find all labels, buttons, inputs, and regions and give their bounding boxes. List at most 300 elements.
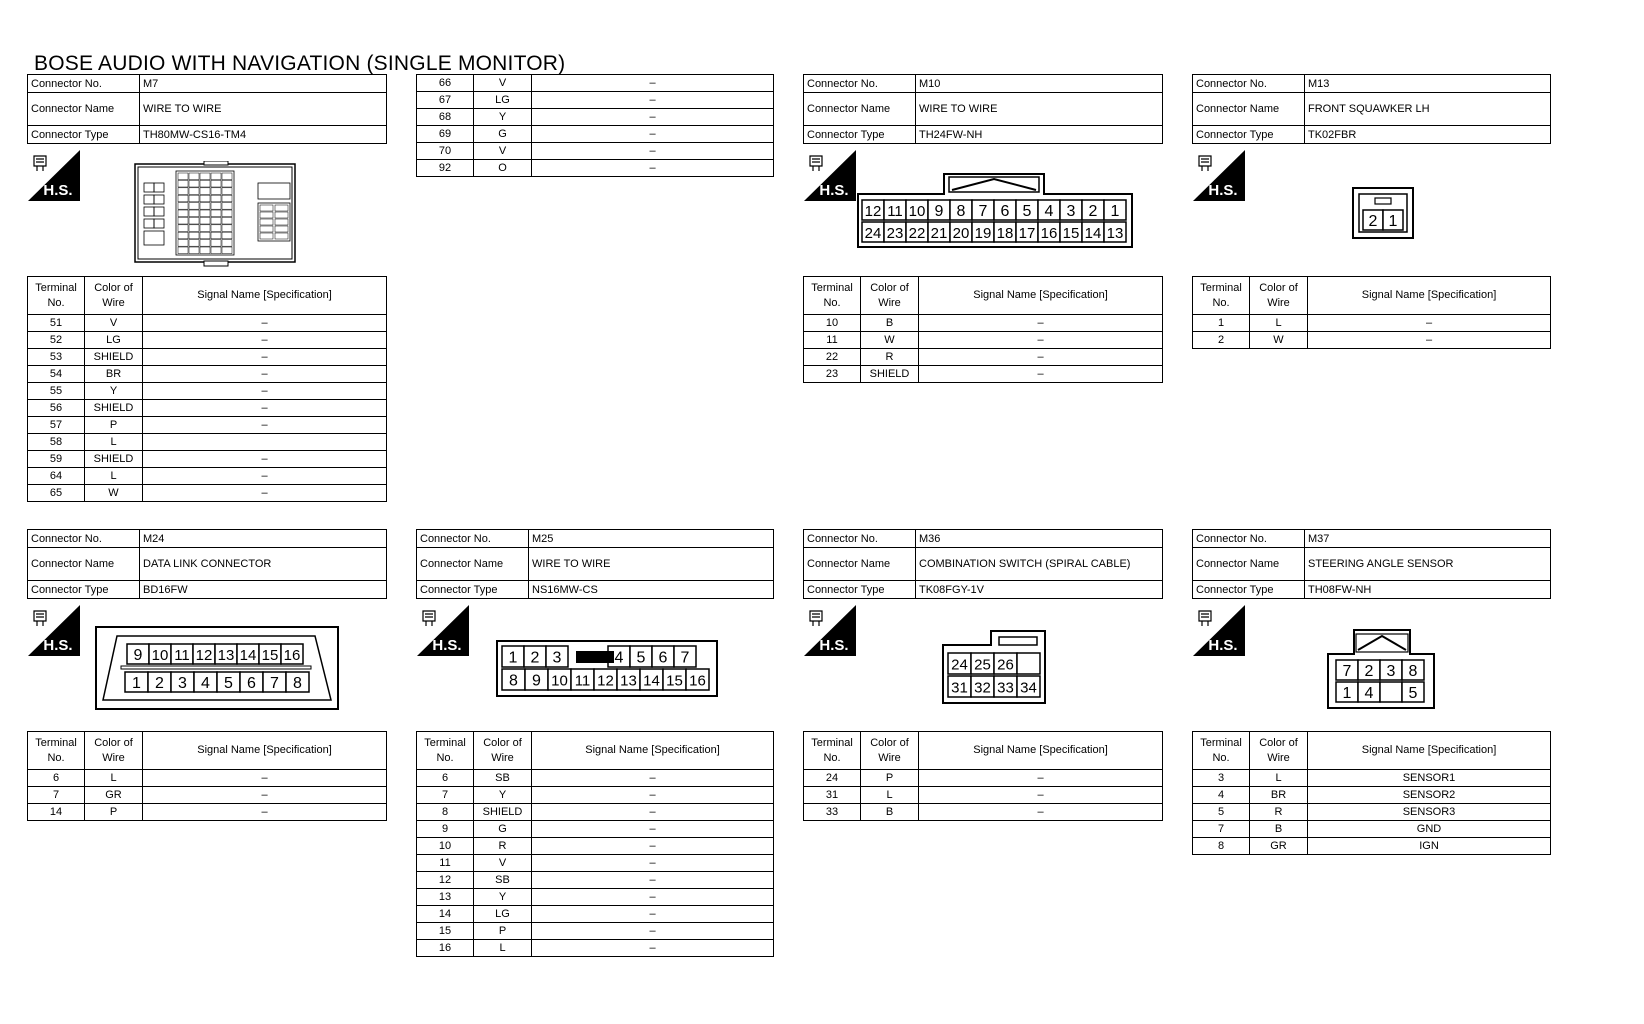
- table-row: [1193, 770, 1551, 787]
- harness-side-icon: [28, 605, 82, 662]
- pin-number: 1: [1342, 685, 1352, 702]
- connector-m10-pin-table: [803, 276, 1163, 383]
- pin-number: 2: [530, 649, 540, 667]
- signal-name-cell: –: [919, 315, 1163, 332]
- pin-cell: [1082, 222, 1104, 242]
- connector-type-value: TH08FW-NH: [1305, 581, 1551, 599]
- connector-m37-info: [1192, 529, 1551, 599]
- signal-name-header: Signal Name [Specification]: [143, 732, 387, 770]
- hs-label: H.S.: [1208, 637, 1238, 654]
- connector-type-label: Connector Type: [28, 126, 140, 144]
- pin-number: 24: [864, 225, 882, 242]
- table-row: [804, 804, 1163, 821]
- wire-color-cell: P: [85, 417, 143, 434]
- pin-cell: [994, 653, 1017, 674]
- table-row: [1193, 315, 1551, 332]
- table-row: [804, 366, 1163, 383]
- terminal-no-cell: 69: [417, 126, 474, 143]
- pin-number: 10: [551, 672, 568, 690]
- table-row: [28, 804, 387, 821]
- connector-no-label: Connector No.: [417, 530, 529, 548]
- signal-name-cell: SENSOR1: [1308, 770, 1551, 787]
- wire-color-cell: L: [861, 787, 919, 804]
- signal-name-cell: –: [532, 143, 774, 160]
- harness-side-icon: [417, 605, 471, 662]
- terminal-no-cell: 67: [417, 92, 474, 109]
- wire-color-cell: R: [861, 349, 919, 366]
- pin-number: 9: [934, 203, 944, 220]
- table-row: [28, 468, 387, 485]
- wire-color-cell: W: [1250, 332, 1308, 349]
- pin-cell: [630, 646, 652, 667]
- pin-cell: [1402, 660, 1424, 680]
- pin-cell: [263, 672, 286, 692]
- table-row: [28, 315, 387, 332]
- pin-number: 10: [151, 647, 169, 664]
- pin-cell: [1104, 222, 1126, 242]
- signal-name-cell: –: [143, 451, 387, 468]
- connector-m13-pin-table: [1192, 276, 1551, 349]
- table-row: [804, 332, 1163, 349]
- wire-color-cell: SHIELD: [85, 349, 143, 366]
- pin-number: 17: [1018, 225, 1036, 242]
- signal-name-cell: –: [532, 92, 774, 109]
- wire-color-cell: V: [474, 75, 532, 92]
- wire-color-cell: G: [474, 821, 532, 838]
- harness-side-icon: [804, 150, 858, 207]
- pin-cell: [286, 672, 309, 692]
- connector-no-value: M36: [916, 530, 1163, 548]
- terminal-no-cell: 22: [804, 349, 861, 366]
- connector-no-value: M10: [916, 75, 1163, 93]
- wire-color-cell: Y: [474, 787, 532, 804]
- pin-cell: [1358, 660, 1380, 680]
- color-of-wire-header: Color of Wire: [861, 732, 919, 770]
- table-row: [28, 400, 387, 417]
- pin-cell: [149, 644, 171, 664]
- wire-color-cell: P: [474, 923, 532, 940]
- pin-number: 16: [283, 647, 301, 664]
- pin-number: 3: [1386, 663, 1396, 680]
- wire-color-cell: GR: [1250, 838, 1308, 855]
- connector-m36-pin-table: [803, 731, 1163, 821]
- pin-cell: [524, 646, 546, 667]
- terminal-no-cell: 53: [28, 349, 85, 366]
- signal-name-cell: –: [532, 821, 774, 838]
- wire-color-cell: B: [861, 315, 919, 332]
- wire-color-cell: L: [85, 468, 143, 485]
- pin-cell: [171, 672, 194, 692]
- signal-name-cell: –: [919, 366, 1163, 383]
- terminal-no-cell: 92: [417, 160, 474, 177]
- connector-type-label: Connector Type: [804, 581, 916, 599]
- signal-name-cell: SENSOR2: [1308, 787, 1551, 804]
- pin-number: 12: [597, 672, 614, 690]
- pin-number: 18: [996, 225, 1014, 242]
- pin-cell: [994, 200, 1016, 220]
- terminal-no-cell: 7: [1193, 821, 1250, 838]
- pin-cell: [281, 644, 303, 664]
- signal-name-cell: –: [532, 855, 774, 872]
- hs-label: H.S.: [819, 637, 849, 654]
- table-row: [417, 143, 774, 160]
- color-of-wire-header: Color of Wire: [85, 732, 143, 770]
- pin-cell: [1336, 682, 1358, 702]
- terminal-no-cell: 13: [417, 889, 474, 906]
- pin-number: 1: [508, 649, 518, 667]
- pin-cell: [640, 669, 663, 690]
- signal-name-cell: –: [532, 770, 774, 787]
- terminal-no-header: Terminal No.: [1193, 277, 1250, 315]
- terminal-no-cell: 70: [417, 143, 474, 160]
- wire-color-cell: L: [1250, 770, 1308, 787]
- table-row: [28, 366, 387, 383]
- harness-side-icon: [1193, 605, 1247, 662]
- pin-number: 2: [1364, 663, 1374, 680]
- signal-name-cell: –: [919, 332, 1163, 349]
- wire-color-cell: V: [474, 855, 532, 872]
- pin-cell: [502, 646, 524, 667]
- pin-number: 6: [658, 649, 668, 667]
- pin-number: 13: [620, 672, 637, 690]
- signal-name-cell: –: [919, 770, 1163, 787]
- pin-cell: [1038, 222, 1060, 242]
- connector-name-value: WIRE TO WIRE: [916, 93, 1163, 126]
- harness-side-icon: [804, 605, 858, 662]
- pin-number: 2: [155, 675, 164, 692]
- pin-cell: [1380, 682, 1402, 702]
- connector-name-value: STEERING ANGLE SENSOR: [1305, 548, 1551, 581]
- table-row: [417, 804, 774, 821]
- wire-color-cell: O: [474, 160, 532, 177]
- pin-cell: [652, 646, 674, 667]
- table-row: [28, 383, 387, 400]
- signal-name-cell: –: [1308, 332, 1551, 349]
- connector-m13-face-diagram: [1351, 186, 1415, 240]
- pin-cell: [1016, 200, 1038, 220]
- signal-name-cell: –: [532, 109, 774, 126]
- table-row: [804, 787, 1163, 804]
- wire-color-cell: LG: [85, 332, 143, 349]
- terminal-no-cell: 8: [1193, 838, 1250, 855]
- terminal-no-cell: 57: [28, 417, 85, 434]
- connector-no-label: Connector No.: [28, 75, 140, 93]
- wire-color-cell: G: [474, 126, 532, 143]
- pin-number: 19: [974, 225, 992, 242]
- connector-no-value: M37: [1305, 530, 1551, 548]
- pin-cell: [502, 669, 525, 690]
- pin-number: 4: [1364, 685, 1374, 702]
- table-row: [417, 923, 774, 940]
- pin-number: 2: [1088, 203, 1098, 220]
- pin-number: 32: [974, 679, 991, 697]
- signal-name-cell: –: [532, 923, 774, 940]
- signal-name-cell: –: [919, 804, 1163, 821]
- connector-m24-face-diagram: [95, 626, 341, 712]
- signal-name-header: Signal Name [Specification]: [1308, 732, 1551, 770]
- connector-type-value: BD16FW: [140, 581, 387, 599]
- pin-number: 26: [997, 656, 1014, 674]
- wire-color-cell: LG: [474, 906, 532, 923]
- wire-color-cell: Y: [85, 383, 143, 400]
- pin-number: 5: [1022, 203, 1032, 220]
- pin-cell: [240, 672, 263, 692]
- pin-number: 2: [1368, 213, 1378, 230]
- signal-name-cell: GND: [1308, 821, 1551, 838]
- pin-number: 4: [614, 649, 624, 667]
- pin-number: 1: [1388, 213, 1398, 230]
- table-row: [28, 770, 387, 787]
- connector-m7-info: [27, 74, 387, 144]
- connector-type-label: Connector Type: [28, 581, 140, 599]
- pin-cell: [1017, 676, 1040, 697]
- page-title: BOSE AUDIO WITH NAVIGATION (SINGLE MONITOR): [34, 52, 566, 75]
- terminal-no-cell: 56: [28, 400, 85, 417]
- pin-cell: [525, 669, 548, 690]
- terminal-no-header: Terminal No.: [28, 277, 85, 315]
- pin-cell: [862, 200, 884, 220]
- pin-number: 21: [930, 225, 948, 242]
- signal-name-cell: SENSOR3: [1308, 804, 1551, 821]
- connector-no-label: Connector No.: [804, 530, 916, 548]
- connector-no-label: Connector No.: [1193, 75, 1305, 93]
- connector-m13-info: [1192, 74, 1551, 144]
- pin-number: 14: [1084, 225, 1102, 242]
- wire-color-cell: SHIELD: [474, 804, 532, 821]
- pin-number: 8: [293, 675, 302, 692]
- terminal-no-cell: 54: [28, 366, 85, 383]
- wire-color-cell: W: [85, 485, 143, 502]
- pin-number: 3: [552, 649, 562, 667]
- signal-name-cell: –: [143, 315, 387, 332]
- pin-cell: [906, 222, 928, 242]
- connector-m7-pin-table: [27, 276, 387, 502]
- pin-cell: [972, 222, 994, 242]
- signal-name-cell: –: [143, 400, 387, 417]
- wire-color-cell: Y: [474, 889, 532, 906]
- connector-type-label: Connector Type: [804, 126, 916, 144]
- signal-name-cell: –: [143, 383, 387, 400]
- connector-name-value: FRONT SQUAWKER LH: [1305, 93, 1551, 126]
- terminal-no-cell: 11: [804, 332, 861, 349]
- table-row: [417, 160, 774, 177]
- pin-cell: [1358, 682, 1380, 702]
- pin-number: 3: [178, 675, 187, 692]
- table-row: [417, 872, 774, 889]
- pin-cell: [928, 222, 950, 242]
- pin-number: 15: [1062, 225, 1080, 242]
- wire-color-cell: R: [1250, 804, 1308, 821]
- pin-cell: [971, 653, 994, 674]
- terminal-no-cell: 31: [804, 787, 861, 804]
- terminal-no-cell: 2: [1193, 332, 1250, 349]
- table-row: [28, 451, 387, 468]
- terminal-no-header: Terminal No.: [28, 732, 85, 770]
- connector-m24-pin-table: [27, 731, 387, 821]
- terminal-no-cell: 24: [804, 770, 861, 787]
- connector-name-label: Connector Name: [804, 548, 916, 581]
- connector-m36-info: [803, 529, 1163, 599]
- pin-number: 31: [951, 679, 968, 697]
- signal-name-cell: –: [143, 349, 387, 366]
- table-row: [804, 770, 1163, 787]
- table-row: [417, 906, 774, 923]
- connector-no-label: Connector No.: [804, 75, 916, 93]
- signal-name-header: Signal Name [Specification]: [919, 277, 1163, 315]
- connector-m7-face-diagram: [134, 161, 298, 267]
- pin-cell: [948, 676, 971, 697]
- pin-number: 1: [1110, 203, 1120, 220]
- pin-cell: [148, 672, 171, 692]
- table-row: [417, 821, 774, 838]
- connector-name-label: Connector Name: [1193, 548, 1305, 581]
- connector-m37-face-diagram: [1326, 628, 1438, 710]
- connector-name-label: Connector Name: [417, 548, 529, 581]
- terminal-no-cell: 14: [417, 906, 474, 923]
- pin-number: 12: [195, 647, 213, 664]
- signal-name-header: Signal Name [Specification]: [1308, 277, 1551, 315]
- wire-color-cell: V: [474, 143, 532, 160]
- pin-cell: [994, 676, 1017, 697]
- pin-cell: [1383, 210, 1403, 230]
- connector-m10-face-diagram: [856, 172, 1136, 250]
- pin-cell: [127, 644, 149, 664]
- terminal-no-cell: 66: [417, 75, 474, 92]
- terminal-no-cell: 16: [417, 940, 474, 957]
- signal-name-header: Signal Name [Specification]: [532, 732, 774, 770]
- wire-color-cell: L: [85, 770, 143, 787]
- wire-color-cell: BR: [1250, 787, 1308, 804]
- pin-cell: [1380, 660, 1402, 680]
- pin-number: 13: [1106, 225, 1124, 242]
- signal-name-cell: –: [143, 332, 387, 349]
- pin-number: 3: [1066, 203, 1076, 220]
- pin-cell: [1060, 222, 1082, 242]
- hs-label: H.S.: [819, 182, 849, 199]
- color-of-wire-header: Color of Wire: [1250, 732, 1308, 770]
- pin-number: 11: [574, 672, 591, 690]
- pin-cell: [1104, 200, 1126, 220]
- terminal-no-header: Terminal No.: [804, 732, 861, 770]
- terminal-no-cell: 11: [417, 855, 474, 872]
- table-row: [28, 332, 387, 349]
- pin-number: 7: [270, 675, 279, 692]
- terminal-no-cell: 3: [1193, 770, 1250, 787]
- pin-cell: [571, 669, 594, 690]
- pin-number: 5: [1408, 685, 1418, 702]
- signal-name-cell: –: [532, 126, 774, 143]
- pin-number: 4: [201, 675, 210, 692]
- pin-cell: [259, 644, 281, 664]
- pin-number: 25: [974, 656, 991, 674]
- terminal-no-cell: 6: [417, 770, 474, 787]
- pin-cell: [674, 646, 696, 667]
- connector-m24-info: [27, 529, 387, 599]
- signal-name-cell: –: [143, 770, 387, 787]
- pin-cell: [972, 200, 994, 220]
- table-row: [1193, 821, 1551, 838]
- terminal-no-cell: 59: [28, 451, 85, 468]
- pin-cell: [1336, 660, 1358, 680]
- pin-number: 8: [509, 672, 518, 690]
- connector-no-label: Connector No.: [28, 530, 140, 548]
- table-row: [28, 349, 387, 366]
- connector-no-value: M24: [140, 530, 387, 548]
- terminal-no-cell: 14: [28, 804, 85, 821]
- signal-name-cell: –: [532, 872, 774, 889]
- connector-no-value: M25: [529, 530, 774, 548]
- connector-name-label: Connector Name: [1193, 93, 1305, 126]
- pin-number: 6: [247, 675, 256, 692]
- connector-name-value: WIRE TO WIRE: [529, 548, 774, 581]
- signal-name-cell: –: [143, 787, 387, 804]
- pin-number: 4: [1044, 203, 1054, 220]
- pin-number: 15: [666, 672, 683, 690]
- terminal-no-cell: 7: [28, 787, 85, 804]
- harness-side-icon: [1193, 150, 1247, 207]
- signal-name-cell: –: [919, 349, 1163, 366]
- pin-number: 5: [636, 649, 646, 667]
- pin-number: 34: [1020, 679, 1037, 697]
- terminal-no-header: Terminal No.: [1193, 732, 1250, 770]
- pin-cell: [1060, 200, 1082, 220]
- terminal-no-cell: 4: [1193, 787, 1250, 804]
- signal-name-cell: –: [143, 485, 387, 502]
- pin-cell: [617, 669, 640, 690]
- pin-number: 23: [886, 225, 904, 242]
- pin-number: 7: [1342, 663, 1352, 680]
- pin-cell: [994, 222, 1016, 242]
- terminal-no-cell: 9: [417, 821, 474, 838]
- table-row: [28, 485, 387, 502]
- pin-number: 10: [908, 203, 926, 220]
- pin-cell: [171, 644, 193, 664]
- terminal-no-cell: 5: [1193, 804, 1250, 821]
- connector-name-value: WIRE TO WIRE: [140, 93, 387, 126]
- wire-color-cell: L: [474, 940, 532, 957]
- table-row: [417, 109, 774, 126]
- terminal-no-cell: 33: [804, 804, 861, 821]
- pin-cell: [125, 672, 148, 692]
- terminal-no-cell: 55: [28, 383, 85, 400]
- pin-cell: [546, 646, 568, 667]
- signal-name-cell: –: [532, 804, 774, 821]
- pin-number: 15: [261, 647, 279, 664]
- pin-cell: [1082, 200, 1104, 220]
- connector-type-value: NS16MW-CS: [529, 581, 774, 599]
- wire-color-cell: LG: [474, 92, 532, 109]
- pin-number: 11: [174, 647, 190, 664]
- signal-name-cell: –: [143, 417, 387, 434]
- wire-color-cell: SHIELD: [85, 451, 143, 468]
- signal-name-header: Signal Name [Specification]: [919, 732, 1163, 770]
- connector-type-value: TH24FW-NH: [916, 126, 1163, 144]
- color-of-wire-header: Color of Wire: [474, 732, 532, 770]
- pin-number: 7: [978, 203, 988, 220]
- pin-cell: [217, 672, 240, 692]
- terminal-no-cell: 58: [28, 434, 85, 451]
- pin-cell: [594, 669, 617, 690]
- signal-name-cell: [143, 434, 387, 451]
- terminal-no-cell: 1: [1193, 315, 1250, 332]
- hs-label: H.S.: [432, 637, 462, 654]
- terminal-no-header: Terminal No.: [417, 732, 474, 770]
- pin-number: 22: [908, 225, 926, 242]
- signal-name-cell: –: [143, 366, 387, 383]
- table-row: [417, 855, 774, 872]
- table-row: [417, 126, 774, 143]
- pin-number: 33: [997, 679, 1014, 697]
